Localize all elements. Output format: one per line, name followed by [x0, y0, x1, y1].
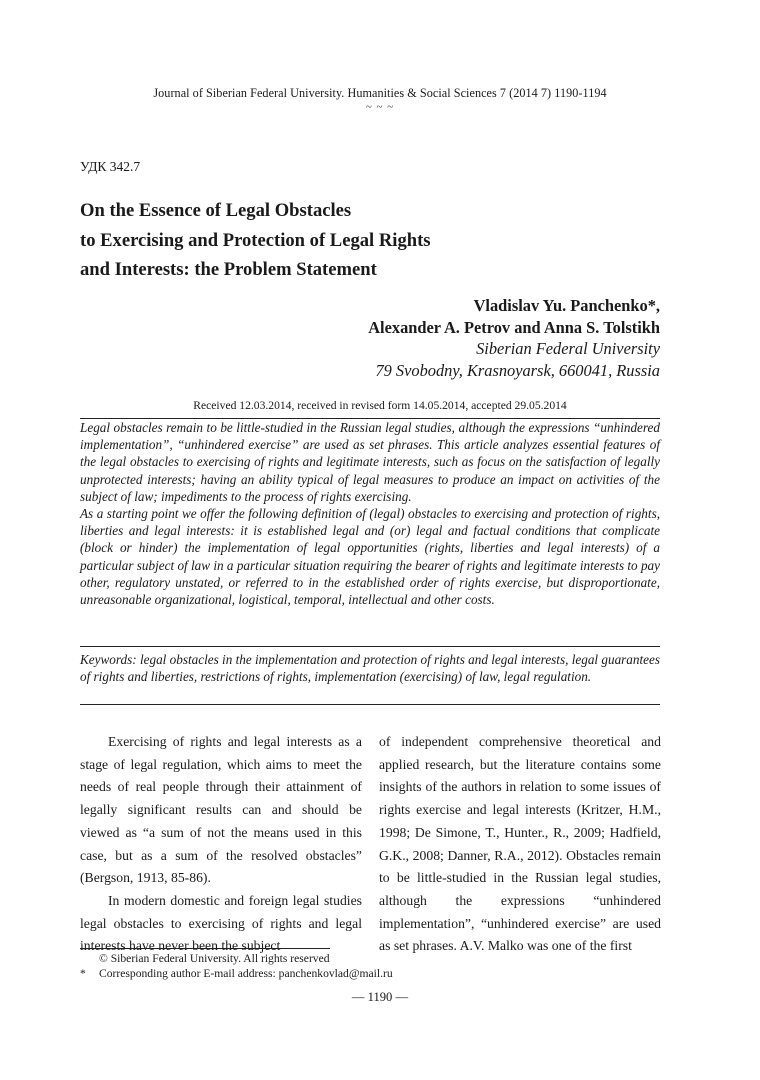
page-number: — 1190 — — [351, 990, 409, 1004]
footnote-corresponding — [80, 966, 393, 981]
body-paragraph: Exercising of rights and legal interests as a stage of legal regulation, which aims to meet the needs of real people through their attainment of legally significant results can and should be viewed as “a sum of not the means used in this case, but as a sum of the resolved obstacles” (Bergson, 1913, 85-86). — [80, 734, 362, 886]
abstract — [80, 419, 660, 608]
title-line: to Exercising and Protection of Legal Rights — [80, 229, 431, 251]
keywords: Keywords: legal obstacles in the implementation and protection of rights and legal interests, legal guarantees of rights and liberties, restrictions of rights, implementation (exercising) of law, legal regulation. — [80, 652, 660, 685]
header-ornament: ~ ~ ~ — [365, 101, 395, 113]
author-line: Alexander A. Petrov and Anna S. Tolstikh — [368, 317, 660, 337]
body-paragraph: In modern domestic and foreign legal studies legal obstacles to exercising of rights and legal interests have never been the subject — [80, 892, 362, 954]
corresponding-text: Corresponding author E-mail address: panchenkovlad@mail.ru — [99, 967, 393, 980]
abstract-paragraph: As a starting point we offer the following definition of (legal) obstacles to exercising and protection of rights, liberties and legal interests: it is established legal and (or) legal and factual conditions that complicate (block or hinder) the implementation of legal opportunities (rights, liberties and legal interests) of a particular subject of law in a particular situation requiring the bearer of rights and legitimate interests to pay other, regulatory unstated, or referred to in the established order of rights exercise, but disproportionate, unreasonable organizational, logistical, temporal, intellectual and other costs. — [80, 506, 660, 608]
author-line: Vladislav Yu. Panchenko*, — [473, 296, 660, 315]
author-block — [368, 295, 660, 381]
asterisk-mark: * — [80, 967, 86, 980]
abstract-bottom-rule — [80, 704, 660, 705]
abstract-paragraph: Legal obstacles remain to be little-studied in the Russian legal studies, although the expressions “unhindered implementation”, “unhindered exercise” are used as set phrases. This article analyzes essential features of the legal obstacles to exercising of rights and legitimate interests, such as focus on the satisfaction of legally unprotected interests; having an ability typical of legal measures to produce an impact on activities of the subject of law; impediments to the process of rights exercising. — [80, 420, 660, 504]
udk-code: УДК 342.7 — [80, 159, 141, 174]
copyright-text: © Siberian Federal University. All rights reserved — [99, 952, 330, 965]
body-paragraph: of independent comprehensive theoretical and applied research, but the literature contains some insights of the authors in relation to some issues of rights exercise and legal interests (Kritzer, H.M., 1998; De Simone, T., Hunter., R., 2009; Hadfield, G.K., 2008; Danner, R.A., 2012). Obstacles remain to be little-studied in the Russian legal studies, although the expressions “unhindered implementation”, “unhindered exercise” are used as set phrases. A.V. Malko was one of the first — [379, 734, 661, 954]
address: 79 Svobodny, Krasnoyarsk, 660041, Russia — [375, 360, 660, 380]
received-dates: Received 12.03.2014, received in revised form 14.05.2014, accepted 29.05.2014 — [193, 399, 567, 412]
journal-header: Journal of Siberian Federal University. Humanities & Social Sciences 7 (2014 7) 1190-1194 — [153, 86, 607, 100]
footnote-rule — [80, 948, 330, 949]
affiliation: Siberian Federal University — [476, 339, 660, 358]
body-column-right — [379, 731, 661, 958]
keywords-rule — [80, 646, 660, 647]
body-column-left — [80, 731, 362, 958]
title-line: On the Essence of Legal Obstacles — [80, 200, 352, 221]
title-line: and Interests: the Problem Statement — [80, 259, 377, 280]
footnote-copyright — [80, 951, 330, 966]
paper-title — [80, 196, 680, 285]
